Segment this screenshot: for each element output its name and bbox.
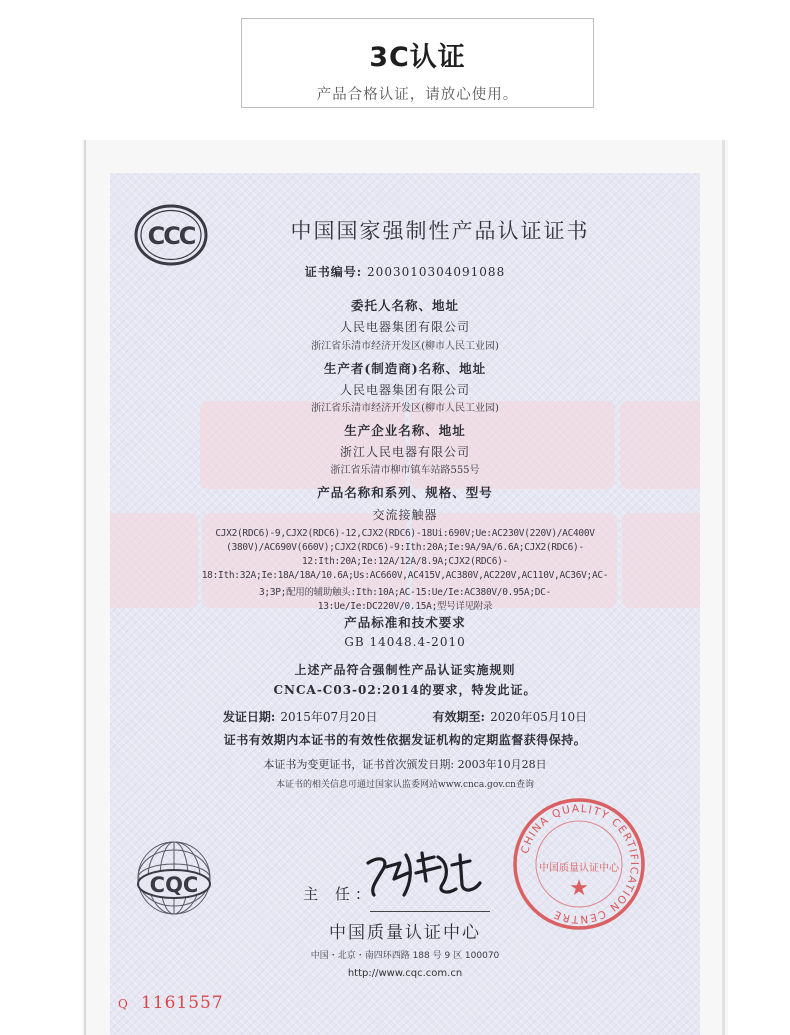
factory-address: 浙江省乐清市柳市镇车站路555号 <box>330 465 480 476</box>
product-spec-line: 13:Ue/Ie:DC220V/0.15A;型号详见附录 <box>317 601 493 612</box>
standard-label: 产品标准和技术要求 <box>344 615 466 630</box>
signature-line <box>370 911 490 912</box>
valid-until: 2020年05月10日 <box>490 710 588 724</box>
query-note: 本证书的相关信息可通过国家认监委网站www.cnca.gov.cn查询 <box>276 780 534 790</box>
director-signature-icon <box>360 845 510 905</box>
org-name: 中国质量认证中心 <box>329 923 481 943</box>
valid-until-label: 有效期至: <box>432 710 485 724</box>
product-spec-line: CJX2(RDC6)-9,CJX2(RDC6)-12,CJX2(RDC6)-18Ui:690V;Ue:AC230V(220V)/AC400V <box>215 528 595 539</box>
banner-subtitle: 产品合格认证，请放心使用。 <box>316 87 519 103</box>
title-banner <box>241 18 594 108</box>
factory-label: 生产企业名称、地址 <box>344 423 466 438</box>
change-note: 本证书为变更证书，证书首次颁发日期: 2003年10月28日 <box>263 758 547 771</box>
product-label: 产品名称和系列、规格、型号 <box>317 485 493 500</box>
compliance-line-2: CNCA-C03-02:2014的要求，特发此证。 <box>273 683 537 697</box>
director-label: 主 任: <box>303 885 367 903</box>
product-spec-line: (380V)/AC690V(660V);CJX2(RDC6)-9:Ith:20A;Ie:9A/9A/6.6A;CJX2(RDC6)- <box>226 542 584 553</box>
manufacturer-address: 浙江省乐清市经济开发区(柳市人民工业园) <box>311 403 499 414</box>
product-spec-line: 3;3P;配用的辅助触头:Ith:10A;AC-15:Ue/Ie:AC380V/0.95A;DC- <box>258 587 552 598</box>
cqc-logo-icon <box>133 838 215 926</box>
org-address: 中国・北京・南四环西路 188 号 9 区 100070 <box>310 951 500 961</box>
issue-date-label: 发证日期: <box>222 710 276 724</box>
standard-value: GB 14048.4-2010 <box>344 635 466 649</box>
applicant-label: 委托人名称、地址 <box>350 298 459 313</box>
frame-edge-left <box>84 140 86 1035</box>
cert-number-label: 证书编号: <box>304 265 363 279</box>
applicant-name: 人民电器集团有限公司 <box>339 320 470 334</box>
factory-name: 浙江人民电器有限公司 <box>339 445 470 459</box>
banner-title: 3C认证 <box>369 42 466 73</box>
red-seal-icon <box>510 795 648 933</box>
applicant-address: 浙江省乐清市经济开发区(柳市人民工业园) <box>311 341 499 352</box>
compliance-line-1: 上述产品符合强制性产品认证实施规则 <box>294 663 516 677</box>
product-name: 交流接触器 <box>372 508 438 522</box>
ccc-logo-icon <box>133 203 209 267</box>
manufacturer-name: 人民电器集团有限公司 <box>339 383 470 397</box>
seal-center-text: 中国质量认证中心 <box>539 863 619 874</box>
frame-edge-right <box>722 140 725 1035</box>
product-spec-line: 12:Ith:20A;Ie:12A/12A/8.9A;CJX2(RDC6)- <box>302 556 508 567</box>
certificate-heading: 中国国家强制性产品认证证书 <box>290 219 590 243</box>
ccc-logo-text: CCC <box>147 222 195 250</box>
cqc-logo-text: CQC <box>149 873 199 897</box>
manufacturer-label: 生产者(制造商)名称、地址 <box>323 361 487 376</box>
product-spec-line: 18:Ith:32A;Ie:18A/18A/10.6A;Us:AC660V,AC415V,AC380V,AC220V,AC110V,AC36V;AC- <box>201 570 609 581</box>
issue-date: 2015年07月20日 <box>280 710 378 724</box>
serial-number: 1161557 <box>140 993 224 1013</box>
seal-ring-text: CHINA QUALITY CERTIFICATION CENTRE <box>519 802 641 926</box>
org-url: http://www.cqc.com.cn <box>347 968 463 979</box>
serial-prefix: Q <box>118 997 128 1011</box>
validity-note: 证书有效期内本证书的有效性依据发证机构的定期监督获得保持。 <box>223 733 587 747</box>
cert-number: 2003010304091088 <box>367 265 506 279</box>
dates-row <box>110 706 700 725</box>
seal-star-icon: ★ <box>569 876 589 901</box>
serial-number-row <box>118 993 224 1013</box>
